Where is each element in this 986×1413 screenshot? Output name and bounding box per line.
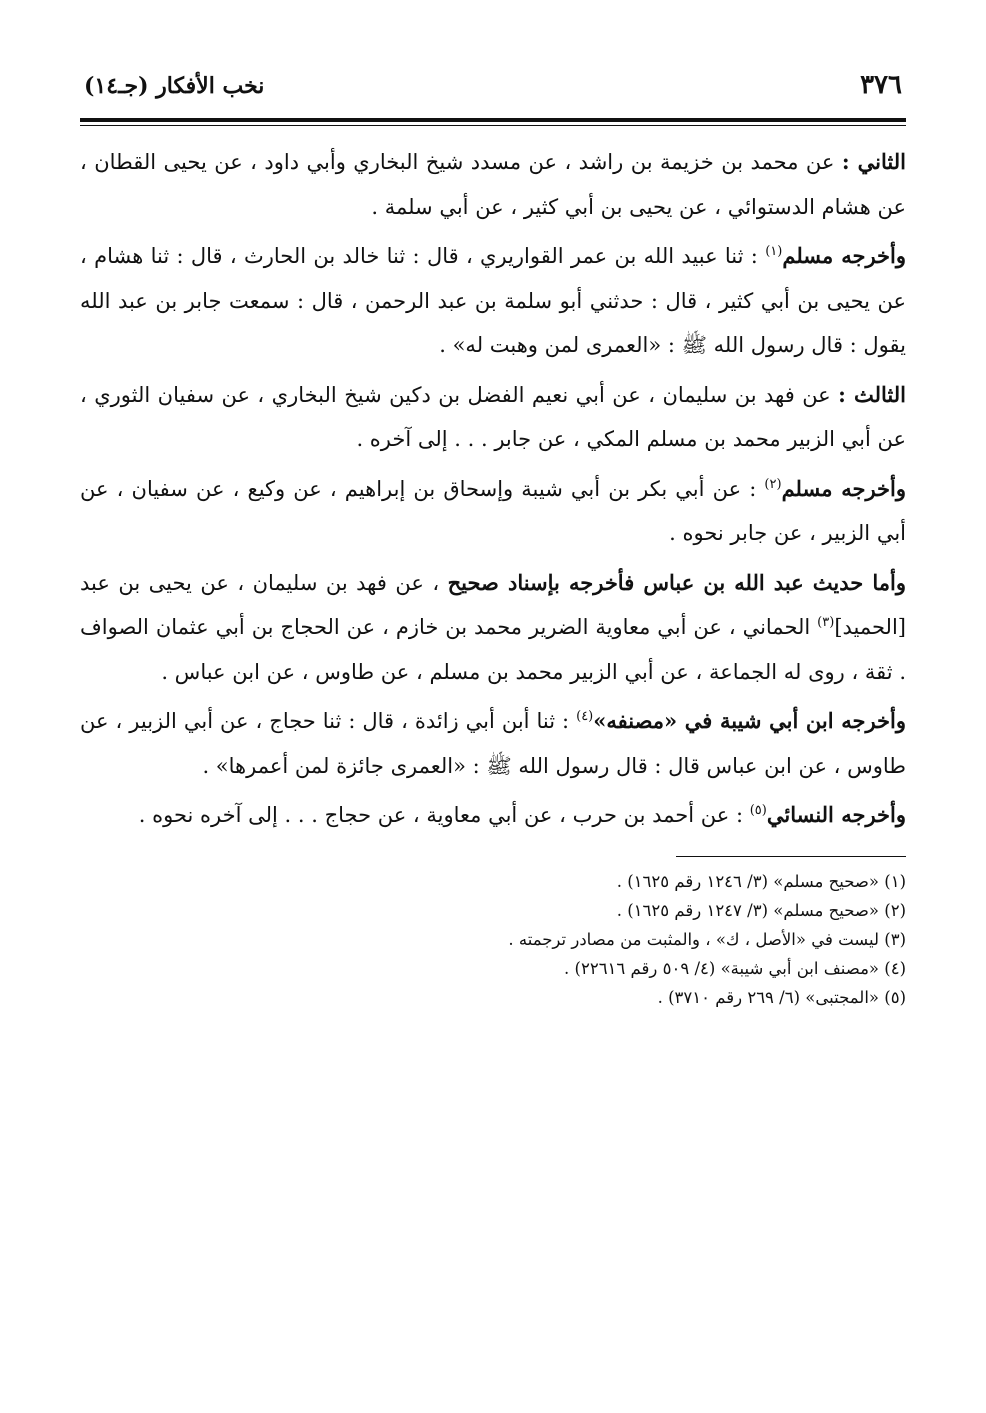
paragraph-ibn-abi-shayba	[80, 699, 906, 788]
header-rule-thick	[80, 118, 906, 122]
footnote-4: (٤) «مصنف ابن أبي شيبة» (٤/ ٥٠٩ رقم ٢٢٦١٦) .	[564, 958, 906, 978]
paragraph-second-chain	[80, 140, 906, 229]
footnote-ref[interactable]: (١)	[765, 244, 783, 259]
paragraph-third-chain	[80, 373, 906, 462]
paragraph-ibn-abbas	[80, 561, 906, 695]
footnote-2: (٢) «صحيح مسلم» (٣/ ١٢٤٧ رقم ١٦٢٥) .	[616, 900, 906, 920]
paragraph-muslim-1	[80, 234, 906, 368]
paragraph-text: : ثنا أبن أبي زائدة ، قال : ثنا حجاج ، عن أبي الزبير ، عن طاوس ، عن ابن عباس قال : قال رسول الله ﷺ : «العمرى جائزة لمن أعمرها» .	[80, 709, 906, 778]
book-title: نخب الأفكار (جـ١٤)	[84, 73, 265, 99]
paragraph-text: : ثنا عبيد الله بن عمر القواريري ، قال : ثنا خالد بن الحارث ، قال : ثنا هشام ، عن يحيى بن أبي كثير ، قال : حدثني أبو سلمة بن عبد الرحمن ، قال : سمعت جابر بن عبد الله يقول : قال رسول الله ﷺ : «العمرى لمن وهبت له» .	[80, 244, 906, 357]
footnote-ref[interactable]: (٥)	[749, 803, 767, 818]
paragraph-text: : عن أبي بكر بن أبي شيبة وإسحاق بن إبراهيم ، عن وكيع ، عن سفيان ، عن أبي الزبير ، عن جابر نحوه .	[80, 476, 906, 545]
paragraph-text: عن محمد بن خزيمة بن راشد ، عن مسدد شيخ البخاري وأبي داود ، عن يحيى القطان ، عن هشام الدستوائي ، عن يحيى بن أبي كثير ، عن أبي سلمة .	[80, 150, 906, 219]
main-text	[80, 140, 906, 838]
footnotes	[80, 867, 906, 1012]
footnote-separator	[676, 856, 906, 857]
footnote-ref[interactable]: (٢)	[764, 476, 782, 492]
header-rule-thin	[80, 125, 906, 126]
paragraph-text: : عن أحمد بن حرب ، عن أبي معاوية ، عن حجاج . . . إلى آخره نحوه .	[138, 803, 750, 827]
paragraph-text: عن فهد بن سليمان ، عن أبي نعيم الفضل بن دكين شيخ البخاري ، عن سفيان الثوري ، عن أبي الزبير محمد بن مسلم المكي ، عن جابر . . . إلى آخره .	[80, 382, 906, 451]
page-number: ٣٧٦	[860, 70, 902, 100]
paragraph-text: ، عن فهد بن سليمان ، عن يحيى بن عبد [الحميد]	[80, 570, 906, 639]
footnote-ref[interactable]: (٤)	[576, 709, 594, 724]
paragraph-lead: الثاني :	[841, 149, 906, 174]
paragraph-lead: وأخرجه النسائي	[766, 802, 906, 827]
footnote-ref[interactable]: (٣)	[817, 615, 835, 630]
paragraph-lead: وأخرجه مسلم	[782, 243, 906, 268]
paragraph-lead: وأما حديث عبد الله بن عباس فأخرجه بإسناد صحيح	[447, 569, 906, 595]
footnote-3: (٣) ليست في «الأصل ، ك» ، والمثبت من مصادر ترجمته .	[508, 929, 906, 949]
paragraph-lead: وأخرجه مسلم	[781, 475, 907, 501]
paragraph-nasai	[80, 793, 906, 838]
paragraph-lead: الثالث :	[838, 381, 906, 407]
footnote-5: (٥) «المجتبى» (٦/ ٢٦٩ رقم ٣٧١٠) .	[657, 987, 906, 1007]
footnote-1: (١) «صحيح مسلم» (٣/ ١٢٤٦ رقم ١٦٢٥) .	[616, 871, 906, 891]
page	[80, 70, 906, 1012]
paragraph-text-continued: الحماني ، عن أبي معاوية الضرير محمد بن خازم ، عن الحجاج بن أبي عثمان الصواف . ثقة ، روى له الجماعة ، عن أبي الزبير محمد بن مسلم ، عن طاوس ، عن ابن عباس .	[80, 615, 906, 684]
paragraph-muslim-2	[80, 467, 906, 556]
paragraph-lead: وأخرجه ابن أبي شيبة في «مصنفه»	[593, 708, 906, 733]
running-header	[80, 70, 906, 112]
